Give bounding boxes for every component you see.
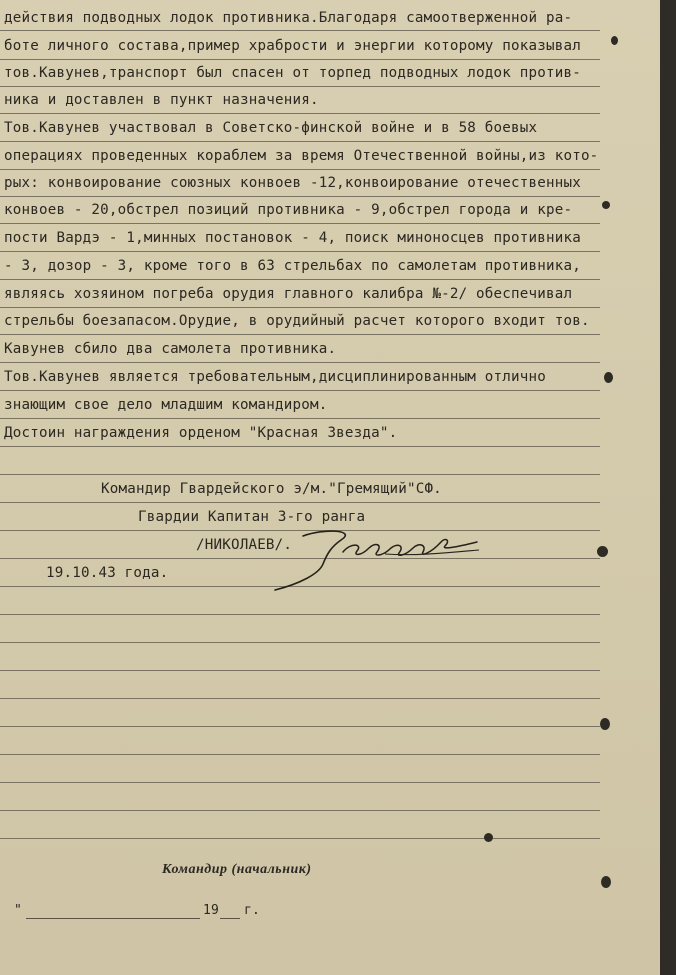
ruled-line bbox=[0, 754, 600, 755]
ruled-line bbox=[0, 810, 600, 811]
ruled-line bbox=[0, 390, 600, 391]
ruled-line bbox=[0, 30, 600, 31]
year-blank-line bbox=[220, 918, 240, 919]
body-line-15: знающим свое дело младшим командиром. bbox=[4, 397, 328, 413]
ruled-line bbox=[0, 86, 600, 87]
ruled-line bbox=[0, 642, 600, 643]
footer-year-suffix: г. bbox=[244, 903, 261, 918]
binding-hole bbox=[601, 876, 611, 888]
body-line-8: конвоев - 20,обстрел позиций противника - 9,обстрел города и кре- bbox=[4, 202, 573, 218]
binding-hole bbox=[611, 36, 618, 45]
ruled-line bbox=[0, 726, 600, 727]
ruled-line bbox=[0, 446, 600, 447]
commander-rank: Гвардии Капитан 3-го ранга bbox=[138, 509, 366, 525]
binding-hole bbox=[484, 833, 493, 842]
binding-hole bbox=[604, 372, 613, 383]
body-line-2: боте личного состава,пример храбрости и энергии которому показывал bbox=[4, 38, 581, 54]
footer-date-quote: " bbox=[14, 903, 23, 918]
ruled-line bbox=[0, 334, 600, 335]
signature-date: 19.10.43 года. bbox=[46, 565, 169, 581]
ruled-line bbox=[0, 307, 600, 308]
body-line-6: операциях проведенных кораблем за время Отечественной войны,из кото- bbox=[4, 148, 599, 164]
ruled-line bbox=[0, 223, 600, 224]
date-blank-line bbox=[26, 918, 200, 919]
commander-label: Командир (начальник) bbox=[162, 862, 312, 877]
binding-hole bbox=[602, 201, 610, 209]
ruled-line bbox=[0, 169, 600, 170]
handwritten-signature bbox=[265, 520, 495, 600]
ruled-line bbox=[0, 474, 600, 475]
ruled-line bbox=[0, 418, 600, 419]
ruled-line bbox=[0, 279, 600, 280]
ruled-line bbox=[0, 698, 600, 699]
body-line-12: стрельбы боезапасом.Орудие, в орудийный расчет которого входит тов. bbox=[4, 313, 590, 329]
body-line-7: рых: конвоирование союзных конвоев -12,конвоирование отечественных bbox=[4, 175, 581, 191]
ruled-line bbox=[0, 141, 600, 142]
body-line-3: тов.Кавунев,транспорт был спасен от торпед подводных лодок против- bbox=[4, 65, 581, 81]
body-line-9: пости Вардэ - 1,минных постановок - 4, поиск миноносцев противника bbox=[4, 230, 581, 246]
ruled-line bbox=[0, 251, 600, 252]
body-line-11: являясь хозяином погреба орудия главного калибра №-2/ обеспечивал bbox=[4, 286, 573, 302]
body-line-4: ника и доставлен в пункт назначения. bbox=[4, 92, 319, 108]
body-line-16: Достоин награждения орденом "Красная Звезда". bbox=[4, 425, 398, 441]
body-line-5: Тов.Кавунев участвовал в Советско-финской войне и в 58 боевых bbox=[4, 120, 538, 136]
binding-hole bbox=[597, 546, 608, 557]
body-line-14: Тов.Кавунев является требовательным,дисциплинированным отлично bbox=[4, 369, 546, 385]
ruled-line bbox=[0, 362, 600, 363]
commander-title: Командир Гвардейского э/м."Гремящий"СФ. bbox=[101, 481, 442, 497]
ruled-line bbox=[0, 502, 600, 503]
ruled-line bbox=[0, 670, 600, 671]
ruled-line bbox=[0, 113, 600, 114]
body-line-1: действия подводных лодок противника.Благодаря самоотверженной ра- bbox=[4, 10, 573, 26]
ruled-line bbox=[0, 838, 600, 839]
ruled-line bbox=[0, 196, 600, 197]
body-line-10: - 3, дозор - 3, кроме того в 63 стрельбах по самолетам противника, bbox=[4, 258, 581, 274]
body-line-13: Кавунев сбило два самолета противника. bbox=[4, 341, 337, 357]
binding-hole bbox=[600, 718, 610, 730]
footer-year-prefix: 19 bbox=[203, 903, 220, 918]
ruled-line bbox=[0, 614, 600, 615]
commander-name: /НИКОЛАЕВ/. bbox=[196, 537, 293, 553]
ruled-line bbox=[0, 59, 600, 60]
ruled-line bbox=[0, 782, 600, 783]
page-edge-shadow bbox=[660, 0, 676, 975]
